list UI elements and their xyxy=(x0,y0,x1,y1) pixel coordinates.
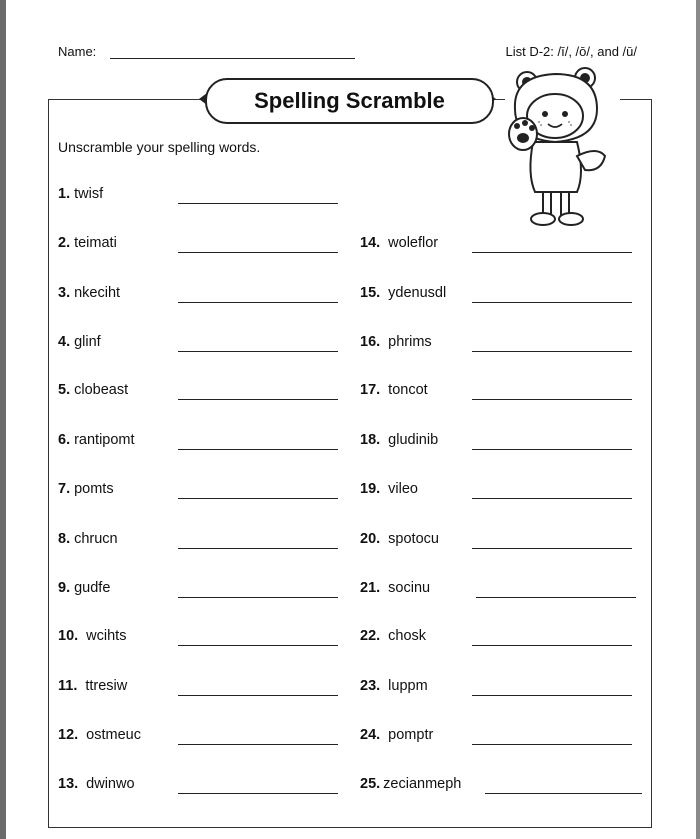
word-item-22 xyxy=(360,628,426,648)
word-item-2 xyxy=(58,235,117,255)
instructions: Unscramble your spelling words. xyxy=(58,139,261,155)
scrambled-word: rantipomt xyxy=(74,432,135,448)
scrambled-word: luppm xyxy=(388,678,428,694)
word-item-15 xyxy=(360,285,446,305)
word-item-1 xyxy=(58,186,103,206)
answer-line-25[interactable] xyxy=(485,793,642,794)
word-item-21 xyxy=(360,580,430,600)
scrambled-word: twisf xyxy=(74,186,104,202)
title-banner xyxy=(205,78,494,124)
scrambled-word: woleflor xyxy=(388,235,439,251)
answer-line-8[interactable] xyxy=(178,548,338,549)
word-item-24 xyxy=(360,727,433,747)
word-item-12 xyxy=(58,727,141,747)
bear-hood-kid-illustration xyxy=(505,64,620,234)
answer-line-6[interactable] xyxy=(178,449,338,450)
word-item-10 xyxy=(58,628,126,648)
scrambled-word: zecianmeph xyxy=(383,776,462,792)
word-item-6 xyxy=(58,432,135,452)
word-item-13 xyxy=(58,776,135,796)
list-label: List D-2: /ī/, /ō/, and /ū/ xyxy=(505,44,637,59)
item-number: 20. xyxy=(360,531,381,547)
item-number: 19. xyxy=(360,481,381,497)
answer-line-1[interactable] xyxy=(178,203,338,204)
word-item-19 xyxy=(360,481,418,501)
item-number: 24. xyxy=(360,727,381,743)
answer-line-17[interactable] xyxy=(472,399,632,400)
scrambled-word: gludinib xyxy=(388,432,439,448)
name-label: Name: xyxy=(58,44,97,59)
word-item-5 xyxy=(58,382,128,402)
word-item-8 xyxy=(58,531,118,551)
item-number: 21. xyxy=(360,580,381,596)
item-number: 6. xyxy=(58,432,71,448)
item-number: 7. xyxy=(58,481,71,497)
answer-line-22[interactable] xyxy=(472,645,632,646)
word-item-25 xyxy=(360,776,461,796)
page-edge-right xyxy=(696,0,700,839)
item-number: 8. xyxy=(58,531,71,547)
item-number: 15. xyxy=(360,285,381,301)
item-number: 10. xyxy=(58,628,79,644)
scrambled-word: chrucn xyxy=(74,531,118,547)
item-number: 18. xyxy=(360,432,381,448)
item-number: 11. xyxy=(58,678,78,694)
item-number: 2. xyxy=(58,235,71,251)
answer-line-10[interactable] xyxy=(178,645,338,646)
answer-line-14[interactable] xyxy=(472,252,632,253)
worksheet-title: Spelling Scramble xyxy=(254,88,445,113)
word-item-20 xyxy=(360,531,439,551)
word-item-17 xyxy=(360,382,428,402)
item-number: 16. xyxy=(360,334,381,350)
answer-line-20[interactable] xyxy=(472,548,632,549)
answer-line-5[interactable] xyxy=(178,399,338,400)
word-item-11 xyxy=(58,678,127,698)
answer-line-23[interactable] xyxy=(472,695,632,696)
answer-line-7[interactable] xyxy=(178,498,338,499)
scrambled-word: vileo xyxy=(388,481,418,497)
item-number: 23. xyxy=(360,678,381,694)
answer-line-2[interactable] xyxy=(178,252,338,253)
word-item-3 xyxy=(58,285,120,305)
answer-line-9[interactable] xyxy=(178,597,338,598)
answer-line-21[interactable] xyxy=(476,597,636,598)
word-item-14 xyxy=(360,235,438,255)
scrambled-word: pomts xyxy=(74,481,114,497)
item-number: 14. xyxy=(360,235,381,251)
answer-line-12[interactable] xyxy=(178,744,338,745)
answer-line-16[interactable] xyxy=(472,351,632,352)
word-item-9 xyxy=(58,580,110,600)
item-number: 13. xyxy=(58,776,79,792)
item-number: 5. xyxy=(58,382,71,398)
item-number: 25. xyxy=(360,776,381,792)
scrambled-word: ostmeuc xyxy=(86,727,141,743)
scrambled-word: wcihts xyxy=(86,628,127,644)
scrambled-word: toncot xyxy=(388,382,428,398)
item-number: 1. xyxy=(58,186,71,202)
word-item-23 xyxy=(360,678,428,698)
item-number: 3. xyxy=(58,285,71,301)
answer-line-19[interactable] xyxy=(472,498,632,499)
answer-line-13[interactable] xyxy=(178,793,338,794)
scrambled-word: spotocu xyxy=(388,531,439,547)
answer-line-24[interactable] xyxy=(472,744,632,745)
word-item-18 xyxy=(360,432,438,452)
scrambled-word: phrims xyxy=(388,334,432,350)
item-number: 22. xyxy=(360,628,381,644)
scrambled-word: ydenusdl xyxy=(388,285,447,301)
page-edge-left xyxy=(0,0,6,839)
word-item-7 xyxy=(58,481,114,501)
word-item-4 xyxy=(58,334,101,354)
answer-line-18[interactable] xyxy=(472,449,632,450)
scrambled-word: ttresiw xyxy=(85,678,128,694)
answer-line-3[interactable] xyxy=(178,302,338,303)
scrambled-word: glinf xyxy=(74,334,101,350)
answer-line-4[interactable] xyxy=(178,351,338,352)
item-number: 12. xyxy=(58,727,79,743)
scrambled-word: gudfe xyxy=(74,580,111,596)
answer-line-11[interactable] xyxy=(178,695,338,696)
scrambled-word: clobeast xyxy=(74,382,129,398)
scrambled-word: dwinwo xyxy=(86,776,135,792)
scrambled-word: pomptr xyxy=(388,727,434,743)
name-input-line[interactable] xyxy=(110,58,355,59)
answer-line-15[interactable] xyxy=(472,302,632,303)
scrambled-word: nkeciht xyxy=(74,285,121,301)
scrambled-word: chosk xyxy=(388,628,427,644)
scrambled-word: teimati xyxy=(74,235,117,251)
item-number: 4. xyxy=(58,334,71,350)
item-number: 9. xyxy=(58,580,71,596)
item-number: 17. xyxy=(360,382,381,398)
scrambled-word: socinu xyxy=(388,580,431,596)
word-item-16 xyxy=(360,334,432,354)
